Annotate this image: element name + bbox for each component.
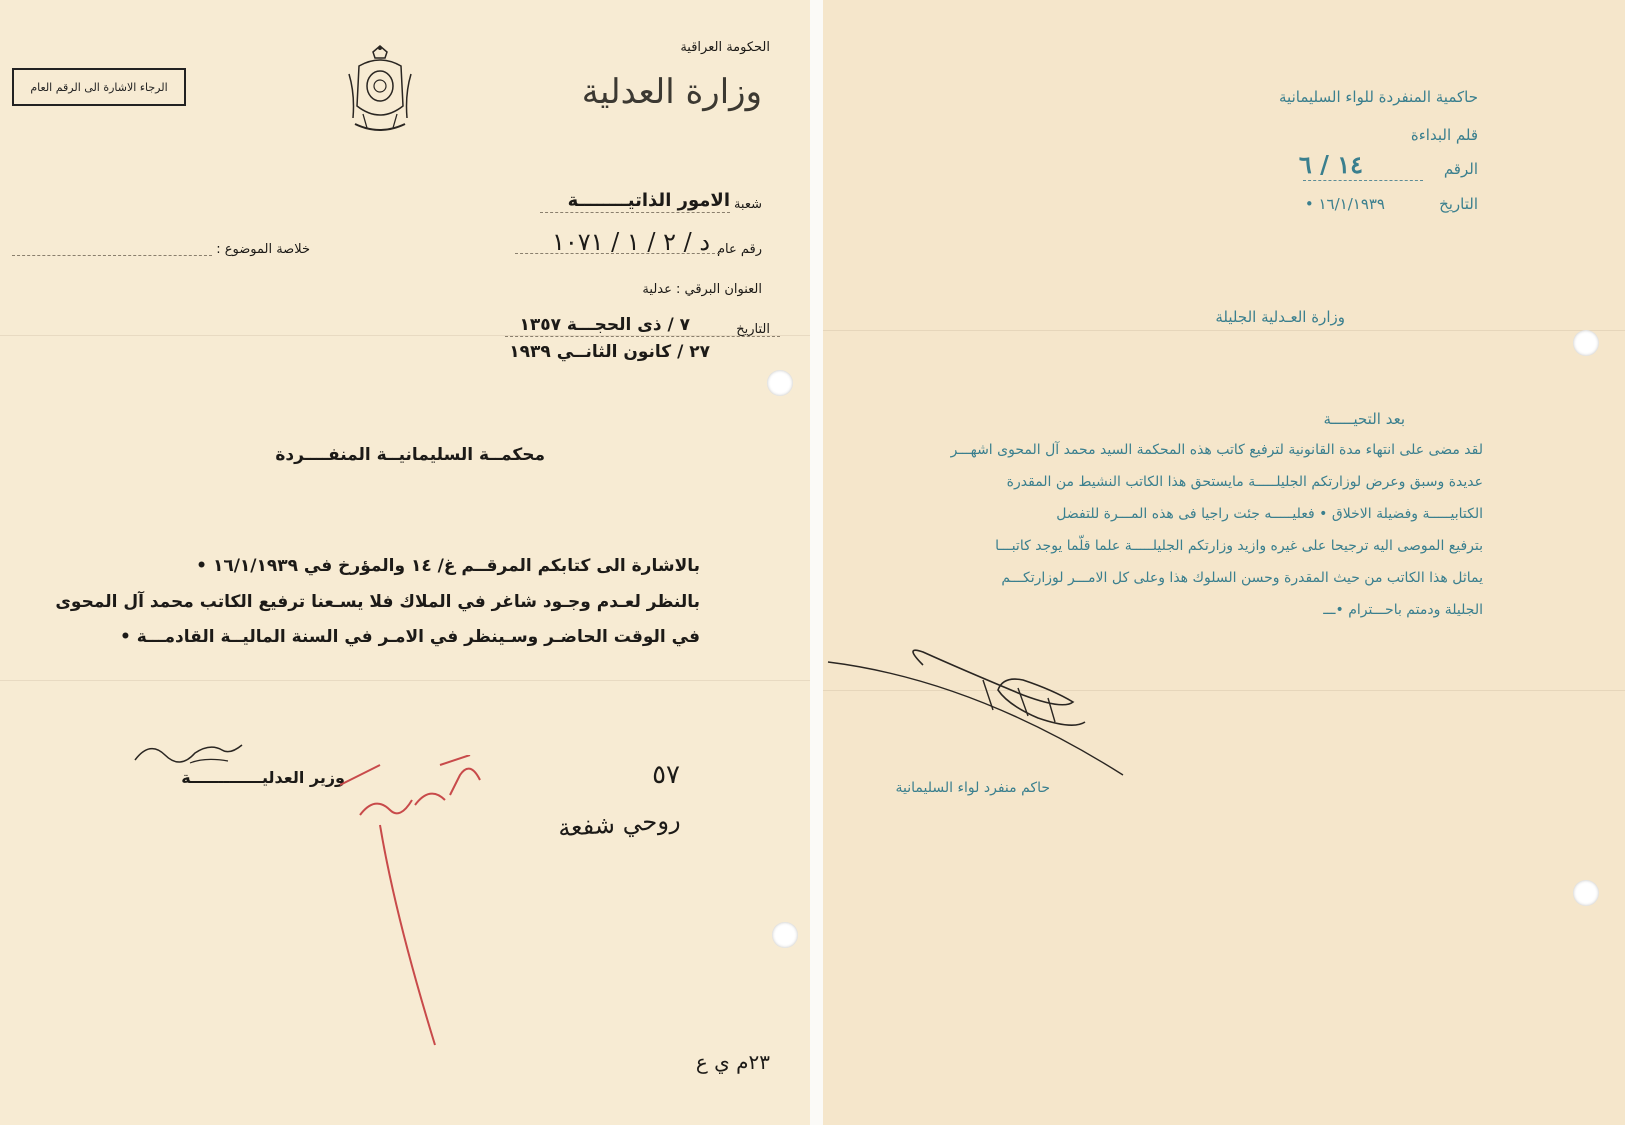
general-number-value: د / ٢ / ١ / ١٠٧١ <box>551 228 710 256</box>
body-line-2: بالنظر لعـدم وجـود شاغر في الملاك فلا يسـعنا ترفيع الكاتب محمد آل المحوى <box>55 592 700 612</box>
minister-signature-title: وزير العدليـــــــــــــة <box>181 768 345 787</box>
red-handwritten-annotation-icon <box>320 755 500 1055</box>
general-number-underline <box>515 253 720 254</box>
handwritten-note: روحي شفعة <box>556 805 681 843</box>
government-header: الحكومة العراقية <box>680 40 770 55</box>
addressee: وزارة العـدلية الجليلة <box>1215 308 1345 326</box>
section-underline <box>540 212 730 213</box>
date-value: ١٦/١/١٩٣٩ • <box>1304 195 1385 213</box>
binder-hole <box>1573 880 1599 906</box>
right-letter-page <box>823 0 1625 1125</box>
court-name-header: حاكمية المنفردة للواء السليمانية <box>1279 88 1478 106</box>
date-hijri: ٧ / ذى الحجـــة ١٣٥٧ <box>519 315 690 335</box>
judge-signature-icon <box>823 640 1143 780</box>
body-line-2: عديدة وسبق وعرض لوزارتكم الجليلـــــة مايستحق هذا الكاتب النشيط من المقدرة <box>1006 474 1483 490</box>
general-number-label: رقم عام <box>716 242 762 257</box>
body-line-1: لقد مضى على انتهاء مدة القانونية لترفيع كاتب هذه المحكمة السيد محمد آل المحوى اشهـــر <box>950 442 1483 458</box>
body-line-6: الجليلة ودمتم باحـــترام •ـــ <box>1323 602 1483 618</box>
section-label: شعبة <box>733 197 762 212</box>
page-gutter <box>810 0 823 1125</box>
binder-hole <box>767 370 793 396</box>
body-line-5: يماثل هذا الكاتب من حيث المقدرة وحسن السلوك هذا وعلى كل الامـــر لوزارتكـــم <box>1001 570 1483 586</box>
subject-summary-line <box>12 255 212 256</box>
number-value: ١٤ / ٦ <box>1298 150 1363 179</box>
section-value: الامور الذاتيــــــــة <box>567 190 730 211</box>
date-underline <box>505 336 780 337</box>
addressee: محكمــة السليمانيــة المنفــــردة <box>275 445 545 465</box>
number-label: الرقم <box>1443 160 1478 178</box>
binder-hole <box>772 922 798 948</box>
body-line-3: الكتابيـــــة وفضيلة الاخلاق • فعليـــــه جئت راجيا فى هذه المـــرة للتفضل <box>1056 506 1483 522</box>
bottom-handwritten-note: ٢٣م ي ع <box>695 1050 770 1074</box>
left-letter-page <box>0 0 810 1125</box>
department-header: قلم البداءة <box>1410 126 1478 144</box>
ministry-emblem-text: وزارة العدلية <box>581 72 762 112</box>
royal-coat-of-arms-icon <box>345 44 415 139</box>
subject-summary-label: خلاصة الموضوع : <box>216 242 310 257</box>
binder-hole <box>1573 330 1599 356</box>
telegraphic-address: العنوان البرقي : عدلية <box>642 282 762 297</box>
signature-caption: حاكم منفرد لواء السليمانية <box>895 780 1050 796</box>
number-underline <box>1303 180 1423 181</box>
date-label: التاريخ <box>1439 195 1478 213</box>
date-label: التاريخ <box>736 322 770 337</box>
reference-notice-box <box>12 68 186 106</box>
handwritten-number: ٥٧ <box>652 760 680 790</box>
date-gregorian: ٢٧ / كانون الثانــي ١٩٣٩ <box>509 342 710 362</box>
reference-notice-text: الرجاء الاشارة الى الرقم العام <box>30 80 168 94</box>
body-line-4: بترفيع الموصى اليه ترجيحا على غيره وازيد وزارتكم الجليلـــــة علما قلّما يوجد كاتبـــا <box>995 538 1483 554</box>
greeting: بعد التحيـــــة <box>1323 410 1405 428</box>
body-line-1: بالاشارة الى كتابكم المرقــم غ/ ١٤ والمؤرخ في ١٦/١/١٩٣٩ • <box>196 556 700 576</box>
body-line-3: في الوقت الحاضـر وسـينظر في الامـر في السنة الماليــة القادمـــة • <box>119 627 700 647</box>
